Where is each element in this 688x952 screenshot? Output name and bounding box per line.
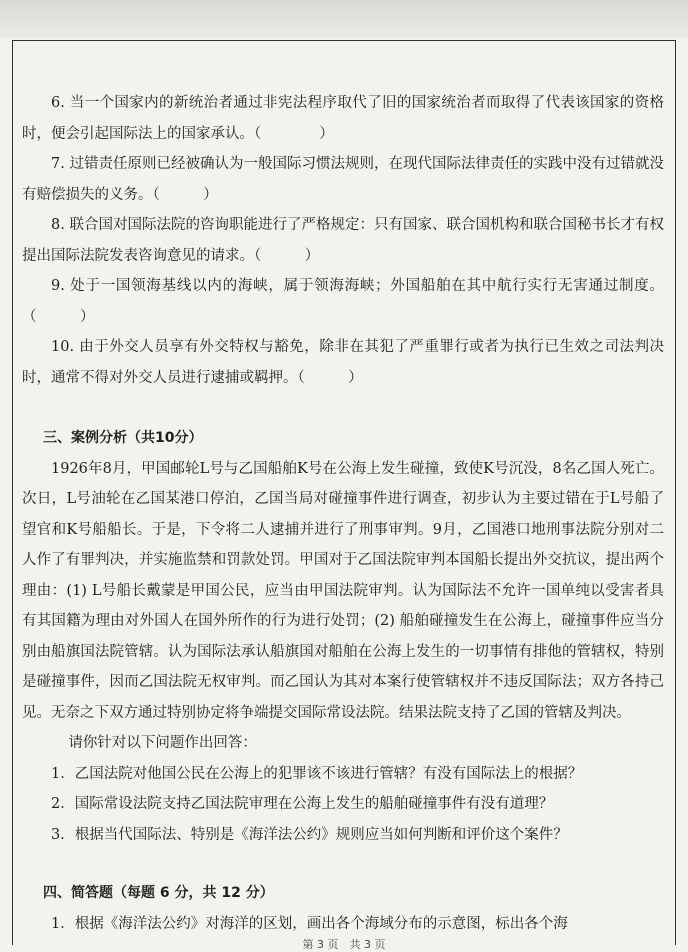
- document-body: [22, 88, 664, 939]
- case-question-1: 1．乙国法院对他国公民在公海上的犯罪该不该进行管辖？有没有国际法上的根据？: [51, 765, 583, 782]
- short-answer-question-1: 1．根据《海洋法公约》对海洋的区划，画出各个海域分布的示意图，标出各个海: [51, 915, 568, 932]
- case-question-3: 3．根据当代国际法、特别是《海洋法公约》规则应当如何判断和评价这个案件？: [51, 826, 568, 843]
- true-false-item-7: 7. 过错责任原则已经被确认为一般国际习惯法规则，在现代国际法律责任的实践中没有过错就没有赔偿损失的义务。（ ）: [22, 156, 665, 203]
- case-text: 1926年8月，甲国邮轮L号与乙国船舶K号在公海上发生碰撞，致使K号沉没，8名乙国人死亡。次日，L号油轮在乙国某港口停泊，乙国当局对碰撞事件进行调查，初步认为主要过错在于L号船了望官和K号船船长。于是，下令将二人逮捕并进行了刑事审判。9月，乙国港口地刑事法院分别对二人作了有罪判决，并实施监禁和罚款处罚。甲国对于乙国法院审判本国船长提出外交抗议，提出两个理由：(1) L号船长戴蒙是甲国公民，应当由甲国法院审判。认为国际法不允许一国单纯以受害者具有其国籍为理由对外国人在国外所作的行为进行处罚；(2) 船舶碰撞发生在公海上，碰撞事件应当分别由船旗国法院管辖。认为国际法承认船旗国对船舶在公海上发生的一切事情有排他的管辖权，特别是碰撞事件，因而乙国法院无权审判。而乙国认为其对本案行使管辖权并不违反国际法；双方各持己见。无奈之下双方通过特别协定将争端提交国际常设法院。结果法院支持了乙国的管辖及判决。: [22, 460, 664, 721]
- case-question-2: 2．国际常设法院支持乙国法院审理在公海上发生的船舶碰撞事件有没有道理？: [51, 796, 554, 812]
- true-false-item-9: 9. 处于一国领海基线以内的海峡，属于领海海峡；外国船舶在其中航行实行无害通过制度。（ ）: [22, 278, 665, 325]
- true-false-item-6: 6. 当一个国家内的新统治者通过非宪法程序取代了旧的国家统治者而取得了代表该国家的资格时，便会引起国际法上的国家承认。（ ）: [22, 95, 665, 142]
- true-false-item-10: 10. 由于外交人员享有外交特权与豁免，除非在其犯了严重罪行或者为执行已生效之司法判决时，通常不得对外交人员进行逮捕或羁押。（ ）: [22, 339, 665, 386]
- case-prompt: 请你针对以下问题作出回答：: [68, 735, 257, 751]
- page-number: 第 3 页 共 3 页: [302, 938, 386, 951]
- section-4-heading: 四、简答题（每题 6 分，共 12 分）: [43, 885, 274, 901]
- scan-top-edge: [0, 0, 688, 38]
- section-3-heading: 三、案例分析（共10分）: [43, 430, 203, 446]
- true-false-item-8: 8. 联合国对国际法院的咨询职能进行了严格规定：只有国家、联合国机构和联合国秘书长才有权提出国际法院发表咨询意见的请求。（ ）: [22, 217, 665, 264]
